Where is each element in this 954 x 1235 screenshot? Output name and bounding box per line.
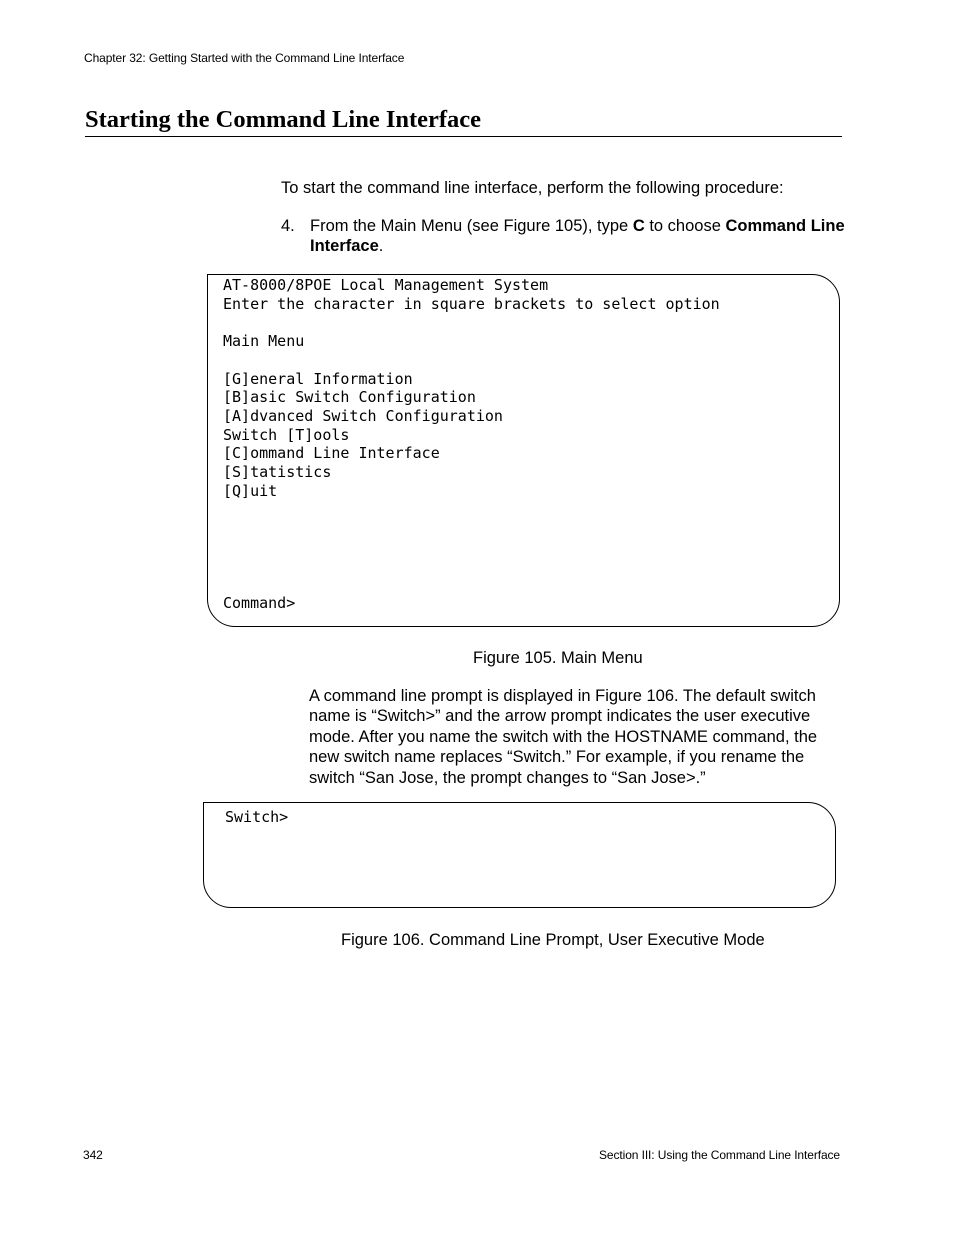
menu-option-cli: [C]ommand Line Interface xyxy=(223,444,440,462)
switch-prompt: Switch> xyxy=(225,808,289,826)
step-target: Command Line Interface xyxy=(310,217,845,255)
step-text-middle: to choose xyxy=(644,217,726,235)
body-paragraph: A command line prompt is displayed in Figure 106. The default switch name is “Switch>” and the arrow prompt indicates the user executive mode. After you name the switch with the HOSTNAME command, the new switch name replaces “Switch.” For example, if you rename the switch “San Jose, the prompt changes to “San Jose>.” xyxy=(309,687,818,787)
main-menu-screen xyxy=(207,274,840,627)
running-header: Chapter 32: Getting Started with the Command Line Interface xyxy=(84,51,405,65)
menu-option-tools: Switch [T]ools xyxy=(223,426,350,444)
figure-106-caption: Figure 106. Command Line Prompt, User Executive Mode xyxy=(341,931,765,949)
switch-prompt-screen xyxy=(203,802,836,908)
intro-text: To start the command line interface, perform the following procedure: xyxy=(281,179,784,197)
menu-option-advanced: [A]dvanced Switch Configuration xyxy=(223,407,503,425)
menu-heading: Main Menu xyxy=(223,332,305,350)
figure-105-caption: Figure 105. Main Menu xyxy=(473,649,643,667)
menu-option-basic: [B]asic Switch Configuration xyxy=(223,388,476,406)
menu-option-statistics: [S]tatistics xyxy=(223,463,332,481)
step-key: C xyxy=(632,217,645,235)
instruction-line: Enter the character in square brackets to select option xyxy=(223,295,720,313)
step-number: 4. xyxy=(281,217,295,235)
menu-option-general: [G]eneral Information xyxy=(223,370,413,388)
step-text-before: From the Main Menu (see Figure 105), type xyxy=(310,217,633,235)
section-title: Starting the Command Line Interface xyxy=(85,106,842,137)
running-footer: Section III: Using the Command Line Interface xyxy=(599,1148,840,1162)
page-number: 342 xyxy=(83,1148,103,1162)
step-text xyxy=(310,216,850,256)
menu-option-quit: [Q]uit xyxy=(223,482,278,500)
step-text-after: . xyxy=(378,237,384,255)
screen-title-line: AT-8000/8POE Local Management System xyxy=(223,276,549,294)
command-prompt: Command> xyxy=(223,594,296,612)
